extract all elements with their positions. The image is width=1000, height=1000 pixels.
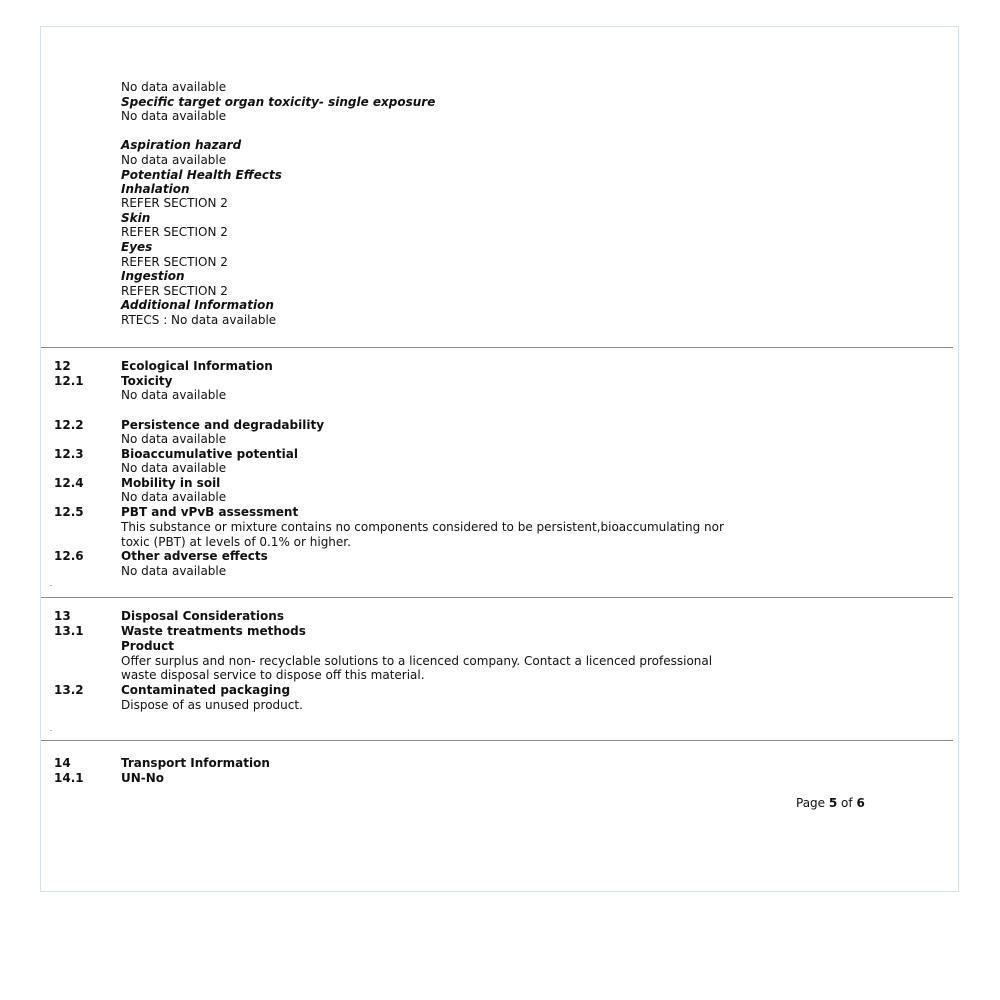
section-divider — [41, 597, 953, 598]
section-number: 12 — [54, 359, 71, 373]
subsection-title: Mobility in soil — [121, 476, 221, 490]
scan-artifact-dot — [50, 585, 52, 586]
subsection-value: No data available — [121, 388, 227, 402]
eyes-heading: Eyes — [121, 240, 153, 254]
aspiration-heading: Aspiration hazard — [121, 138, 242, 152]
stot-single-heading: Specific target organ toxicity- single exposure — [121, 95, 436, 109]
section-number: 13 — [54, 609, 71, 623]
inhalation-heading: Inhalation — [121, 182, 190, 196]
subsection-title: Other adverse effects — [121, 549, 268, 563]
subsection-title: Toxicity — [121, 374, 173, 388]
page-number — [796, 796, 865, 810]
section-divider — [41, 740, 953, 741]
section-divider — [41, 347, 953, 348]
ingestion-heading: Ingestion — [121, 269, 185, 283]
subsection-value: waste disposal service to dispose off this material. — [121, 668, 425, 682]
subsection-value: No data available — [121, 490, 227, 504]
subsection-value: No data available — [121, 564, 227, 578]
subsection-title: Bioaccumulative potential — [121, 447, 298, 461]
subsection-value: No data available — [121, 461, 227, 475]
subsection-number: 12.1 — [54, 374, 84, 388]
subsection-number: 14.1 — [54, 771, 84, 785]
skin-value: REFER SECTION 2 — [121, 225, 228, 239]
tox-value: No data available — [121, 80, 227, 94]
tox-value: No data available — [121, 153, 227, 167]
potential-effects-heading: Potential Health Effects — [121, 168, 282, 182]
subsection-title: Persistence and degradability — [121, 418, 325, 432]
product-heading: Product — [121, 639, 174, 653]
subsection-value: Offer surplus and non- recyclable solutions to a licenced company. Contact a licenced professional — [121, 654, 713, 668]
page-separator: of — [837, 796, 857, 810]
subsection-title: UN-No — [121, 771, 165, 785]
eyes-value: REFER SECTION 2 — [121, 255, 228, 269]
subsection-title: Contaminated packaging — [121, 683, 291, 697]
rtecs-value: RTECS : No data available — [121, 313, 277, 327]
subsection-number: 12.4 — [54, 476, 84, 490]
inhalation-value: REFER SECTION 2 — [121, 196, 228, 210]
subsection-number: 13.1 — [54, 624, 84, 638]
subsection-value: No data available — [121, 432, 227, 446]
subsection-title: PBT and vPvB assessment — [121, 505, 299, 519]
section-title: Disposal Considerations — [121, 609, 284, 623]
subsection-number: 12.2 — [54, 418, 84, 432]
page-current: 5 — [828, 796, 838, 810]
subsection-title: Waste treatments methods — [121, 624, 306, 638]
section-number: 14 — [54, 756, 71, 770]
scan-artifact-dot — [50, 730, 52, 731]
subsection-value: toxic (PBT) at levels of 0.1% or higher. — [121, 535, 351, 549]
subsection-number: 12.6 — [54, 549, 84, 563]
ingestion-value: REFER SECTION 2 — [121, 284, 228, 298]
subsection-number: 13.2 — [54, 683, 84, 697]
additional-info-heading: Additional Information — [121, 298, 274, 312]
subsection-value: Dispose of as unused product. — [121, 698, 303, 712]
subsection-value: This substance or mixture contains no components considered to be persistent,bioaccumulating nor — [121, 520, 724, 534]
section-title: Ecological Information — [121, 359, 273, 373]
page-total: 6 — [856, 796, 865, 810]
page-prefix: Page — [796, 796, 829, 810]
section-title: Transport Information — [121, 756, 270, 770]
tox-value: No data available — [121, 109, 227, 123]
skin-heading: Skin — [121, 211, 151, 225]
subsection-number: 12.3 — [54, 447, 84, 461]
subsection-number: 12.5 — [54, 505, 84, 519]
